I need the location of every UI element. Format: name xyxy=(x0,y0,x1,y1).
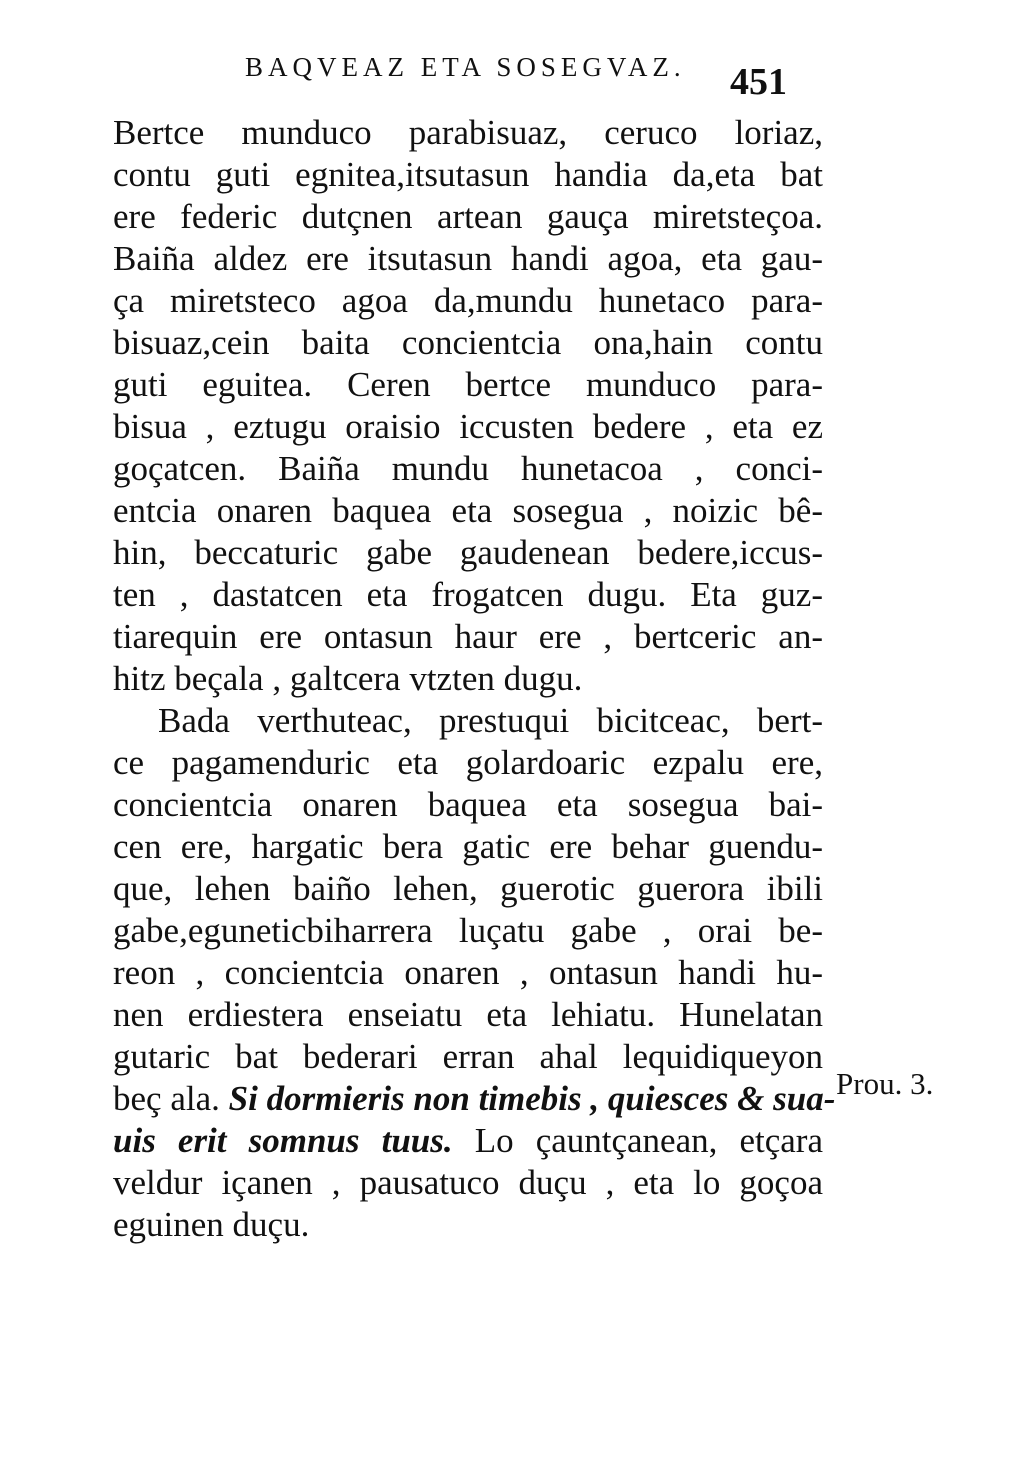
text-line: tiarequin ere ontasun haur ere , bertceric an- xyxy=(113,617,823,656)
text-line: reon , concientcia onaren , ontasun handi hu- xyxy=(113,953,823,992)
text-line: hitz beçala , galtcera vtzten dugu. xyxy=(113,659,583,698)
text-line-latin xyxy=(113,1078,836,1120)
text-line: veldur içanen , pausatuco duçu , eta lo goçoa xyxy=(113,1163,823,1202)
text-line: Baiña aldez ere itsutasun handi agoa, eta gau- xyxy=(113,239,823,278)
running-title: BAQVEAZ ETA SOSEGVAZ. xyxy=(245,52,686,82)
text-line: cen ere, hargatic bera gatic ere behar guendu- xyxy=(113,827,823,866)
text-line: guti eguitea. Ceren bertce munduco para- xyxy=(113,365,823,404)
text-line: ce pagamenduric eta golardoaric ezpalu ere, xyxy=(113,743,823,782)
text-line: concientcia onaren baquea eta sosegua bai- xyxy=(113,785,823,824)
page-number: 451 xyxy=(730,61,787,103)
text-line: gabe,eguneticbiharrera luçatu gabe , orai be- xyxy=(113,911,823,950)
text-line: entcia onaren baquea eta sosegua , noizic bê- xyxy=(113,491,823,530)
text-line: que, lehen baiño lehen, guerotic guerora ibili xyxy=(113,869,823,908)
text-line: goçatcen. Baiña mundu hunetacoa , conci- xyxy=(113,449,823,488)
text-line: nen erdiestera enseiatu eta lehiatu. Hunelatan xyxy=(113,995,823,1034)
text-line: ere federic dutçnen artean gauça miretsteçoa. xyxy=(113,197,823,236)
text-line: eguinen duçu. xyxy=(113,1205,310,1244)
latin-continuation-rest: Lo çauntçanean, etçara xyxy=(474,1121,823,1160)
latin-lead: beç ala. xyxy=(113,1079,220,1118)
text-line-latin-continuation xyxy=(113,1120,823,1162)
text-line: ça miretsteco agoa da,mundu hunetaco para- xyxy=(113,281,823,320)
text-line: Bada verthuteac, prestuqui bicitceac, bert- xyxy=(158,701,823,740)
margin-reference: Prou. 3. xyxy=(836,1066,934,1101)
text-line: ten , dastatcen eta frogatcen dugu. Eta guz- xyxy=(113,575,823,614)
latin-quote: Si dormieris non timebis , quiesces & sua- xyxy=(228,1079,836,1118)
text-line: hin, beccaturic gabe gaudenean bedere,iccus- xyxy=(113,533,823,572)
text-line: bisua , eztugu oraisio iccusten bedere , eta ez xyxy=(113,407,823,446)
text-line: gutaric bat bederari erran ahal lequidiqueyon xyxy=(113,1037,823,1076)
latin-quote-end: uis erit somnus tuus. xyxy=(113,1121,453,1160)
text-line: Bertce munduco parabisuaz, ceruco loriaz, xyxy=(113,113,823,152)
text-block xyxy=(113,112,836,1246)
text-line: contu guti egnitea,itsutasun handia da,eta bat xyxy=(113,155,823,194)
text-line: bisuaz,cein baita concientcia ona,hain contu xyxy=(113,323,823,362)
